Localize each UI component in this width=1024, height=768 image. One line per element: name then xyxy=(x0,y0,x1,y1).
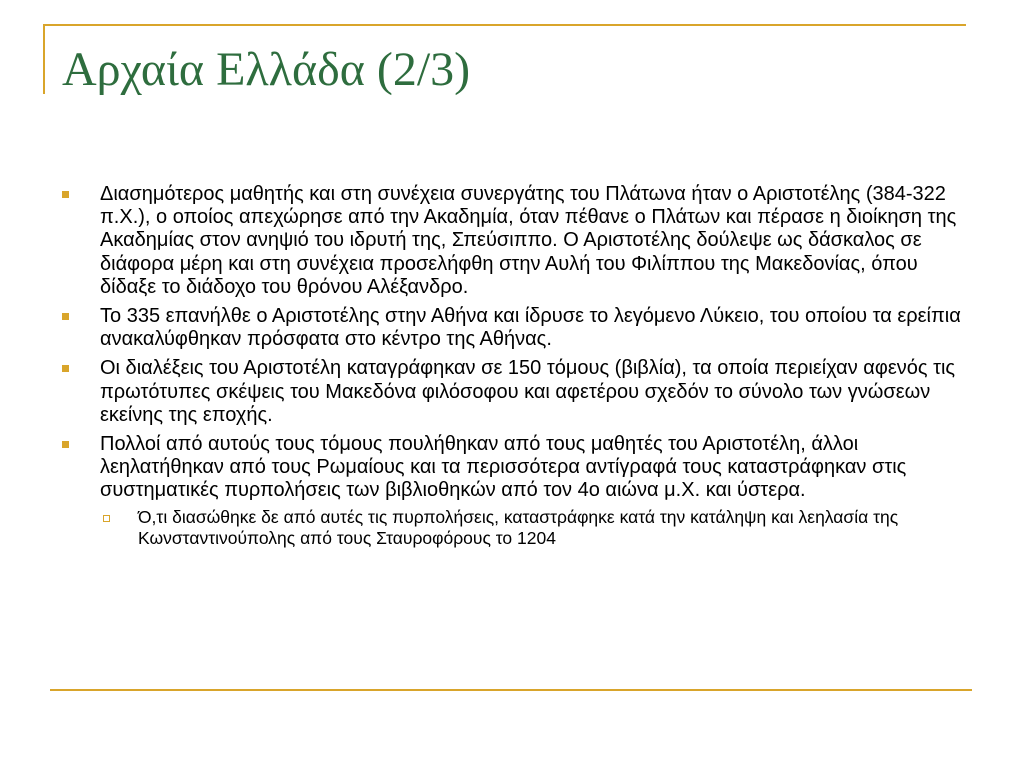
sub-bullet-list xyxy=(100,507,962,549)
bullet-item xyxy=(62,183,962,299)
square-bullet-icon xyxy=(62,313,69,320)
bullet-item xyxy=(62,305,962,351)
slide-frame-left-line xyxy=(43,24,45,94)
bullet-text: Το 335 επανήλθε ο Αριστοτέλης στην Αθήνα και ίδρυσε το λεγόμενο Λύκειο, του οποίου τα ερείπια ανακαλύφθηκαν πρόσφατα στο κέντρο της Αθήνας. xyxy=(100,305,961,351)
hollow-square-bullet-icon xyxy=(103,515,110,522)
sub-bullet-text: Ό,τι διασώθηκε δε από αυτές τις πυρπολήσεις, καταστράφηκε κατά την κατάληψη και λεηλασία της Κωνσταντινούπολης από τους Σταυροφόρους το 1204 xyxy=(138,506,899,548)
bullet-item xyxy=(62,433,962,549)
sub-bullet-item xyxy=(100,507,962,549)
square-bullet-icon xyxy=(62,441,69,448)
bullet-text: Πολλοί από αυτούς τους τόμους πουλήθηκαν από τους μαθητές του Αριστοτέλη, άλλοι λεηλατήθηκαν από τους Ρωμαίους και τα περισσότερα αντίγραφά τους καταστράφηκαν στις συστηματικές πυρπολήσεις των βιβλιοθηκών από τον 4ο αιώνα μ.Χ. και ύστερα. xyxy=(100,433,907,502)
bullet-item xyxy=(62,357,962,427)
bullet-text: Διασημότερος μαθητής και στη συνέχεια συνεργάτης του Πλάτωνα ήταν ο Αριστοτέλης (384-322 π.Χ.), ο οποίος απεχώρησε από την Ακαδημία, όταν πέθανε ο Πλάτων και πέρασε η διοίκηση της Ακαδημίας στον ανηψιό του ιδρυτή της, Σπεύσιππο. Ο Αριστοτέλης δούλεψε ως δάσκαλος σε διάφορα μέρη και στη συνέχεια προσελήφθη στην Αυλή του Φιλίππου της Μακεδονίας, όπου δίδαξε το διάδοχο του θρόνου Αλέξανδρο. xyxy=(100,183,957,298)
bullet-text: Οι διαλέξεις του Αριστοτέλη καταγράφηκαν σε 150 τόμους (βιβλία), τα οποία περιείχαν αφενός τις πρωτότυπες σκέψεις του Μακεδόνα φιλόσοφου και αφετέρου σχεδόν το σύνολο των γνώσεων εκείνης της εποχής. xyxy=(100,357,956,426)
square-bullet-icon xyxy=(62,191,69,198)
slide-frame-bottom-line xyxy=(50,689,972,691)
square-bullet-icon xyxy=(62,365,69,372)
bullet-list xyxy=(62,183,962,549)
slide-title: Αρχαία Ελλάδα (2/3) xyxy=(62,43,471,96)
slide-content xyxy=(62,183,962,555)
slide-frame-top-line xyxy=(43,24,966,26)
